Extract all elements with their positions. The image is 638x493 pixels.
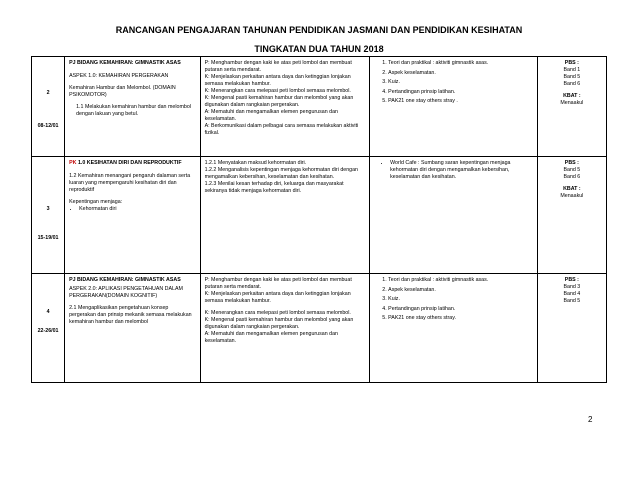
- topic-cell: [65, 157, 200, 274]
- objective-line: K: Menerangkan cara melepasi peti lombol semasa melombol.: [204, 88, 351, 94]
- list-item: 2. Aspek keselamatan.: [388, 70, 533, 77]
- list-item: 4. Pertandingan prinsip latihan.: [388, 306, 533, 313]
- topic-line: ASPEK 1.0: KEMAHIRAN PERGERAKAN: [69, 73, 169, 79]
- band-value: Band 5: [563, 298, 581, 304]
- objective-line: K: Menerangkan cara melepasi peti lombol semasa melombol.: [204, 310, 351, 316]
- band-value: Band 5: [563, 74, 581, 80]
- week-cell: [32, 274, 65, 383]
- lesson-plan-table: [31, 56, 607, 383]
- list-item: • World Cafe : Sumbang saran kepentingan menjaga kehormatan diri dengan mengamalkan kebersihan, keselamatan dan kesihatan.: [390, 160, 533, 181]
- objective-line: 1.2.1 Menyatakan maksud kehormatan diri.: [204, 160, 307, 166]
- week-number: 3: [46, 206, 50, 212]
- week-date: 22-26/01: [37, 328, 59, 334]
- assessment-cell: [537, 274, 606, 383]
- list-item: 5. PAK21 one stay others stray .: [388, 98, 533, 105]
- assessment-cell: [537, 57, 606, 157]
- objective-line: A: Berkomunikasi dalam pelbagai cara semasa melakukan aktiviti fizikal.: [204, 123, 359, 136]
- band-value: Band 1: [563, 67, 581, 73]
- activity-list: [374, 160, 533, 181]
- topic-cell: [65, 274, 200, 383]
- band-value: Band 5: [563, 167, 581, 173]
- activity-list: [374, 60, 533, 105]
- topic-sub: Kepentingan menjaga:: [69, 199, 123, 205]
- topic-sub: 1.1 Melakukan kemahiran hambur dan melombol dengan lakuan yang betul.: [76, 104, 191, 117]
- pbs-label: PBS :: [564, 160, 579, 166]
- objective-line: 1.2.3 Menilai kesan terhadap diri, keluarga dan masyarakat sekiranya tidak menjaga kehormatan diri.: [204, 181, 344, 194]
- objective-line: K: Menjelaskan perkaitan antara daya dan ketinggian lonjakan semasa melakukan hambur.: [204, 291, 351, 304]
- week-date: 08-12/01: [37, 123, 59, 129]
- week-date: 15-19/01: [37, 235, 59, 241]
- activities-cell: [370, 157, 538, 274]
- objective-line: P: Menghambur dengan kaki ke atas peti lombol dan membuat putaran serta mendarat.: [204, 277, 352, 290]
- kbat-label: KBAT :: [563, 93, 581, 99]
- pbs-label: PBS :: [564, 60, 579, 66]
- kbat-value: Menaakul: [560, 193, 584, 199]
- week-cell: [32, 57, 65, 157]
- topic-line: 1.2 Kemahiran menangani pengaruh dalaman serta luaran yang mempengaruhi kesihatan diri dan reproduktif: [69, 173, 191, 193]
- kbat-label: KBAT :: [563, 186, 581, 192]
- topic-line: ASPEK 2.0: APLIKASI PENGETAHUAN DALAM PERGERAKAN(DOMAIN KOGNITIF): [69, 286, 183, 299]
- topic-line: Kemahiran Hambur dan Melombol. (DOMAIN PSIKOMOTOR): [69, 85, 176, 98]
- objectives-cell: [200, 157, 370, 274]
- activity-list: [374, 277, 533, 322]
- objective-line: K: Mengenal pasti kemahiran hambur dan melombol yang akan digunakan dalam rangkaian pergerakan.: [204, 95, 354, 108]
- topic-bullets: [69, 206, 195, 213]
- table-row: [32, 157, 607, 274]
- activities-cell: [370, 57, 538, 157]
- list-item: • Kehormatan diri: [79, 206, 195, 213]
- objective-line: A: Mematuhi dan mengamalkan elemen pengurusan dan keselamatan.: [204, 109, 338, 122]
- list-item: 3. Kuiz.: [388, 296, 533, 303]
- table-row: [32, 57, 607, 157]
- objective-line: P: Menghambur dengan kaki ke atas peti lombol dan membuat putaran serta mendarat.: [204, 60, 352, 73]
- band-value: Band 6: [563, 81, 581, 87]
- list-item: 1. Teori dan praktikal : aktiviti gimnastik asas.: [388, 60, 533, 67]
- band-value: Band 4: [563, 291, 581, 297]
- band-value: Band 3: [563, 284, 581, 290]
- objective-line: K: Mengenal pasti kemahiran hambur dan melombol yang akan digunakan dalam rangkaian pergerakan.: [204, 317, 354, 330]
- topic-title: PJ BIDANG KEMAHIRAN: GIMNASTIK ASAS: [69, 60, 181, 66]
- objectives-cell: [200, 57, 370, 157]
- week-number: 4: [46, 309, 50, 315]
- table-row: [32, 274, 607, 383]
- activities-cell: [370, 274, 538, 383]
- list-item: 1. Teori dan praktikal : aktiviti gimnastik asas.: [388, 277, 533, 284]
- objective-line: K: Menjelaskan perkaitan antara daya dan ketinggian lonjakan semasa melakukan hambur.: [204, 74, 351, 87]
- objective-line: A: Mematuhi dan mengamalkan elemen pengurusan dan keselamatan.: [204, 331, 338, 344]
- topic-code: PK: [69, 160, 77, 166]
- list-item: 2. Aspek keselamatan.: [388, 287, 533, 294]
- page-number: 2: [588, 415, 593, 424]
- pbs-label: PBS :: [564, 277, 579, 283]
- kbat-value: Menaakul: [560, 100, 584, 106]
- week-number: 2: [46, 90, 50, 96]
- document-subtitle: TINGKATAN DUA TAHUN 2018: [254, 44, 384, 54]
- topic-title: PK 1.0 KESIHATAN DIRI DAN REPRODUKTIF: [69, 160, 182, 166]
- assessment-cell: [537, 157, 606, 274]
- objectives-cell: [200, 274, 370, 383]
- band-value: Band 6: [563, 174, 581, 180]
- list-item: 4. Pertandingan prinsip latihan.: [388, 89, 533, 96]
- document-title: RANCANGAN PENGAJARAN TAHUNAN PENDIDIKAN JASMANI DAN PENDIDIKAN KESIHATAN: [115, 25, 523, 35]
- topic-cell: [65, 57, 200, 157]
- objective-line: 1.2.2 Menganalisis kepentingan menjaga kehormatan diri dengan mengamalkan kebersihan, keselamatan dan kesihatan.: [204, 167, 358, 180]
- topic-sub: 2.1 Mengaplikasikan pengetahuan konsep pergerakan dan prinsip mekanik semasa melakukan kemahiran hambur dan melombol: [69, 305, 192, 325]
- week-cell: [32, 157, 65, 274]
- list-item: 5. PAK21 one stay others stray.: [388, 315, 533, 322]
- list-item: 3. Kuiz.: [388, 79, 533, 86]
- topic-title: PJ BIDANG KEMAHIRAN: GIMNASTIK ASAS: [69, 277, 181, 283]
